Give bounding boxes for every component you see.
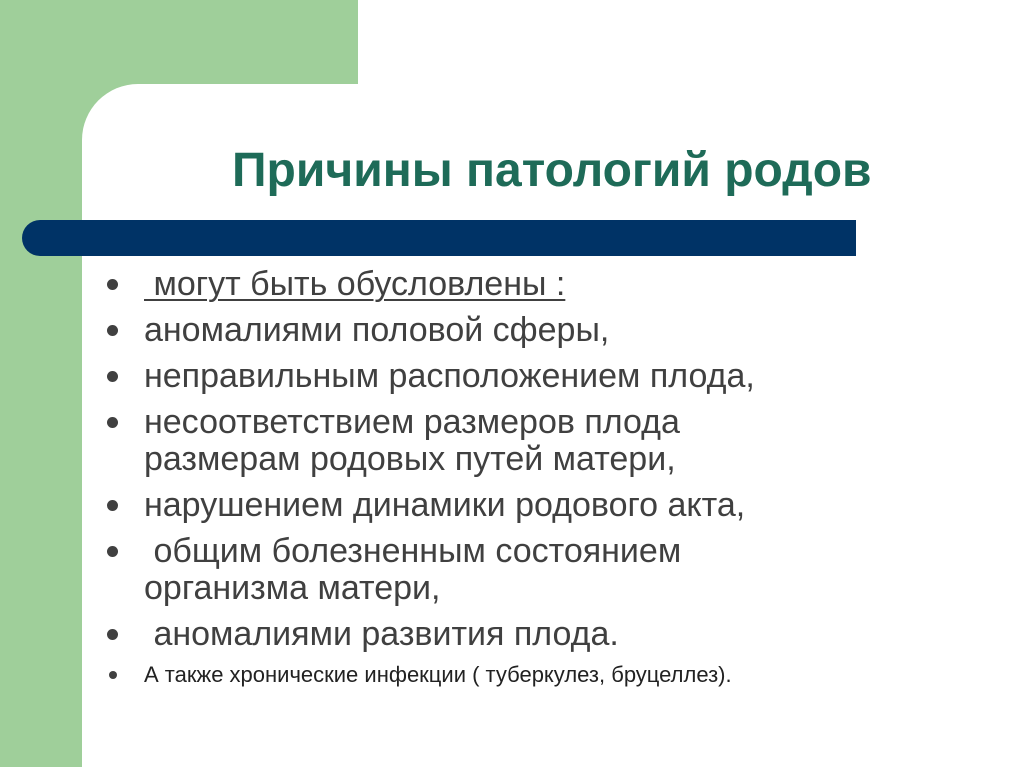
list-item-text: общим болезненным состоянием: [144, 532, 682, 570]
bullet-icon: [107, 417, 118, 428]
list-item-text: несоответствием размеров плода: [144, 403, 680, 441]
title-underline-bar: [22, 220, 856, 256]
list-item: [100, 616, 1000, 653]
bullet-icon: [107, 546, 118, 557]
list-item-text: могут быть обусловлены :: [144, 265, 566, 303]
list-item: [100, 312, 1000, 349]
list-item: [100, 661, 1000, 689]
list-item-text: нарушением динамики родового акта,: [144, 486, 746, 524]
list-item-text: аномалиями половой сферы,: [144, 311, 610, 349]
list-item: [100, 266, 1000, 303]
bullet-icon: [107, 371, 118, 382]
list-item-text: неправильным расположением плода,: [144, 357, 755, 395]
bullet-list: [100, 266, 1000, 698]
list-item-text: аномалиями развития плода.: [144, 615, 619, 653]
list-item: [100, 404, 1000, 478]
bullet-icon: [107, 325, 118, 336]
bullet-icon: [107, 279, 118, 290]
list-item: [100, 487, 1000, 524]
list-item: [100, 533, 1000, 607]
list-item: [100, 358, 1000, 395]
slide-title: Причины патологий родов: [232, 144, 872, 197]
list-item-text-continuation: организма матери,: [144, 569, 441, 607]
bullet-icon: [107, 500, 118, 511]
bullet-icon: [107, 629, 118, 640]
bullet-icon: [109, 671, 117, 679]
list-item-text-continuation: размерам родовых путей матери,: [144, 440, 676, 478]
list-item-text: А также хронические инфекции ( туберкулез, бруцеллез).: [144, 662, 732, 687]
